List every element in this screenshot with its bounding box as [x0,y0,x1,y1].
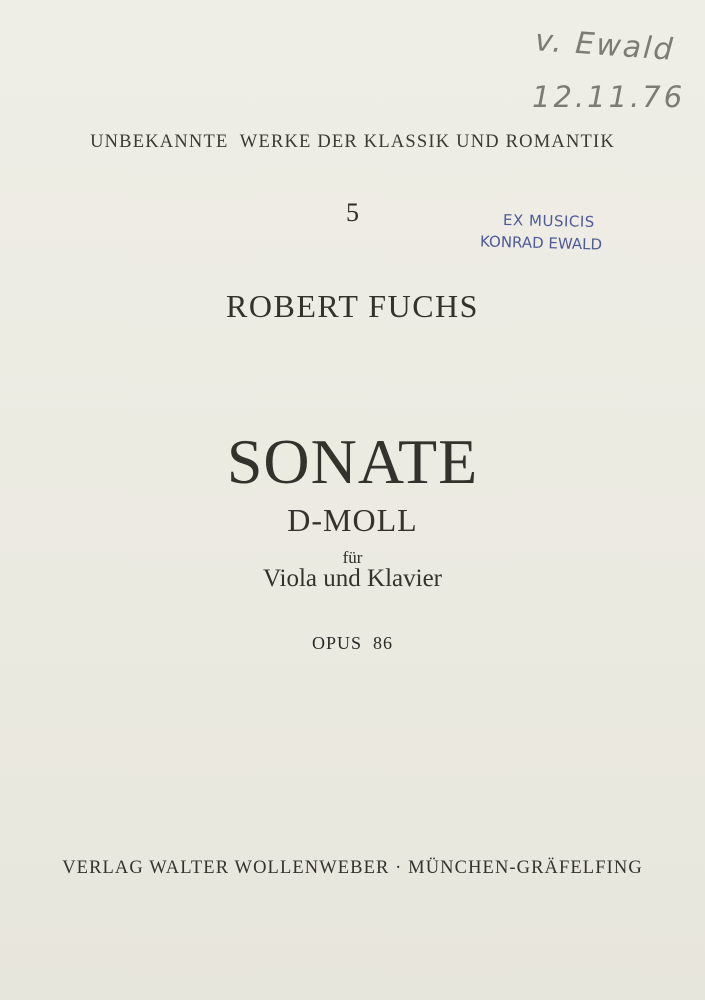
series-number: 5 [346,198,359,227]
work-instruments: Viola und Klavier [262,565,442,592]
publisher-line: VERLAG WALTER WOLLENWEBER · MÜNCHEN-GRÄFELFING [62,858,643,878]
opus-number: OPUS 86 [311,633,394,653]
work-for: für [342,548,363,567]
stamp-line-1: EX MUSICIS [502,211,595,231]
handwritten-date: 12.11.76 [532,80,686,114]
composer-name: ROBERT FUCHS [226,288,479,324]
work-key: D-MOLL [287,502,418,538]
work-title: SONATE [226,426,479,497]
handwritten-owner-name: v. Ewald [533,23,676,68]
stamp-line-2: KONRAD EWALD [479,232,603,254]
series-title: UNBEKANNTE WERKE DER KLASSIK UND ROMANTIK [90,132,615,152]
